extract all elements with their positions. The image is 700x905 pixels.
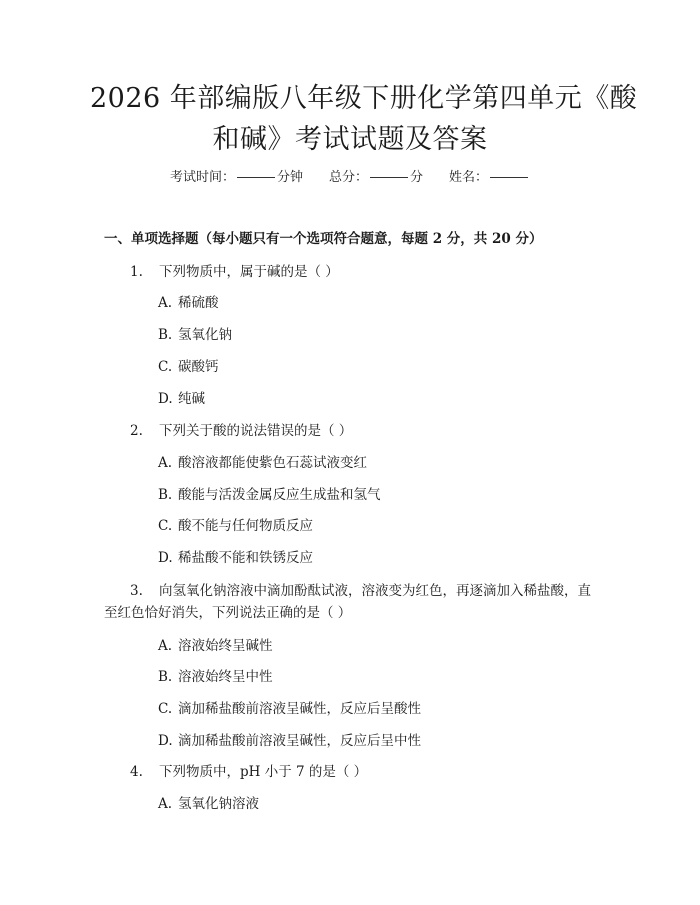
- exam-time-label: 考试时间：: [169, 170, 235, 185]
- question-1: [104, 261, 604, 283]
- option-text: 溶液始终呈碱性: [178, 638, 273, 654]
- document-title: [90, 78, 638, 160]
- option-2c: [158, 516, 313, 536]
- option-text: 滴加稀盐酸前溶液呈碱性，反应后呈中性: [178, 733, 421, 749]
- question-number: 3.: [130, 583, 143, 599]
- exam-time-unit: 分钟: [276, 170, 303, 185]
- question-text: 下列关于酸的说法错误的是（ ）: [159, 423, 353, 439]
- question-number: 4.: [130, 764, 143, 780]
- option-letter: D.: [158, 391, 173, 407]
- option-text: 稀盐酸不能和铁锈反应: [178, 550, 313, 566]
- option-letter: C.: [158, 359, 173, 375]
- option-3b: [158, 667, 273, 687]
- option-text: 氢氧化钠: [178, 327, 232, 343]
- option-letter: D.: [158, 550, 173, 566]
- option-letter: A.: [158, 295, 173, 311]
- question-4: [104, 761, 604, 783]
- option-letter: B.: [158, 669, 173, 685]
- option-letter: A.: [158, 796, 173, 812]
- title-line-1: 2026 年部编版八年级下册化学第四单元《酸: [90, 83, 638, 114]
- question-3: [104, 580, 604, 624]
- title-line-2: 和碱》考试试题及答案: [212, 124, 488, 155]
- option-2d: [158, 548, 313, 568]
- exam-time-blank: [237, 177, 275, 178]
- option-3d: [158, 731, 421, 751]
- option-text: 稀硫酸: [178, 295, 219, 311]
- option-letter: A.: [158, 638, 173, 654]
- option-text: 酸溶液都能使紫色石蕊试液变红: [178, 455, 367, 471]
- question-text: 下列物质中，属于碱的是（ ）: [159, 264, 339, 280]
- question-text-line-2: 至红色恰好消失，下列说法正确的是（ ）: [104, 605, 352, 621]
- option-letter: C.: [158, 701, 173, 717]
- option-4a: [158, 794, 259, 814]
- option-2a: [158, 453, 367, 473]
- option-1c: [158, 357, 219, 377]
- option-2b: [158, 485, 381, 505]
- option-text: 酸不能与任何物质反应: [178, 518, 313, 534]
- question-2: [104, 420, 604, 442]
- option-1d: [158, 389, 205, 409]
- option-text: 纯碱: [178, 391, 205, 407]
- option-text: 溶液始终呈中性: [178, 669, 273, 685]
- option-letter: A.: [158, 455, 173, 471]
- option-letter: B.: [158, 327, 173, 343]
- student-name-label: 姓名：: [449, 170, 489, 185]
- option-3a: [158, 636, 273, 656]
- option-text: 酸能与活泼金属反应生成盐和氢气: [178, 487, 381, 503]
- option-1a: [158, 293, 219, 313]
- option-letter: B.: [158, 487, 173, 503]
- question-number: 2.: [130, 423, 143, 439]
- student-name-blank: [490, 177, 528, 178]
- question-text: 下列物质中，pH 小于 7 的是（ ）: [159, 764, 368, 780]
- total-score-unit: 分: [410, 170, 424, 185]
- option-letter: C.: [158, 518, 173, 534]
- option-1b: [158, 325, 232, 345]
- option-text: 氢氧化钠溶液: [178, 796, 259, 812]
- question-text-line-1: [104, 580, 604, 602]
- total-score-label: 总分：: [328, 170, 368, 185]
- question-number: 1.: [130, 264, 143, 280]
- question-text: 向氢氧化钠溶液中滴加酚酞试液，溶液变为红色，再逐滴加入稀盐酸，直: [159, 583, 591, 599]
- option-3c: [158, 699, 421, 719]
- option-text: 碳酸钙: [178, 359, 219, 375]
- total-score-blank: [370, 177, 408, 178]
- option-text: 滴加稀盐酸前溶液呈碱性，反应后呈酸性: [178, 701, 421, 717]
- exam-info-row: [0, 168, 700, 188]
- option-letter: D.: [158, 733, 173, 749]
- section-heading: 一、单项选择题（每小题只有一个选项符合题意，每题 2 分，共 20 分）: [104, 231, 543, 247]
